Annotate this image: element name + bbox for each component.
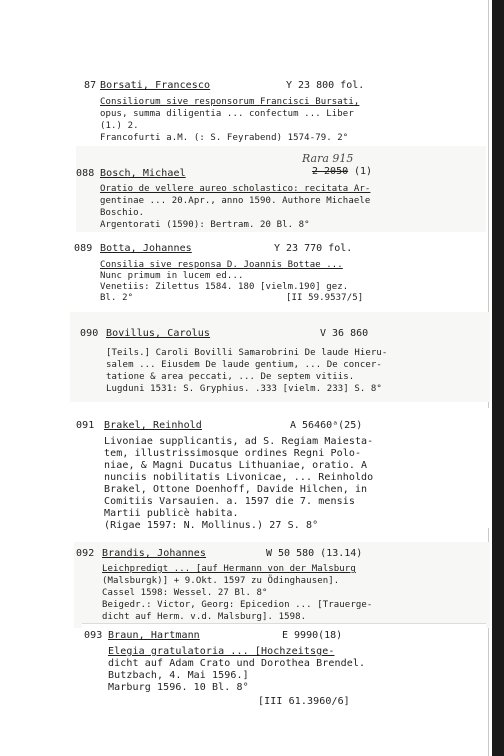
shelfmark: Y 23 770 fol. [274,243,353,254]
card-line: Brakel, Ottone Doenhoff, Davide Hilchen, in [104,484,368,495]
struck-shelfmark: 2 2050 [312,166,349,177]
shelfmark: A 56460ᵃ(25) [290,420,363,431]
card-line: salem ... Eiusdem De laude gentium, ... De concer- [106,360,382,370]
card-line: Leichpredigt ... [auf Hermann von der Malsburg [102,564,356,574]
card-line: Bl. 2° [100,293,134,303]
card-line: Boschio. [100,208,145,218]
card-line: dicht auf Adam Crato und Dorothea Brendel. [108,658,366,669]
card-line: tatione & area peccati, ... De septem vitiis. [106,372,355,382]
card-number: 090 [80,328,99,339]
card-heading: Bosch, Michael [100,168,186,179]
card-number: 092 [76,548,95,559]
card-line: Comitiis Varsauien. a. 1597 die 7. mensis [104,496,355,507]
shelfmark: E 9990(18) [282,630,343,641]
card-line: dicht auf Herm. v.d. Malsburg]. 1598. [102,612,307,622]
catalog-card-093 [82,624,486,720]
shelfmark: V 36 860 [320,328,369,339]
card-heading: Brakel, Reinhold [104,420,202,431]
card-line: tem, illustrissimosque ordines Regni Polo- [104,448,362,459]
catalog-card-091 [76,408,490,531]
handwritten-shelfmark: Rara 915 [302,152,354,165]
secondary-shelfmark: [II 59.9537/5] [286,293,364,303]
card-line: Venetiis: Zilettus 1584. 180 [vielm.190] gez. [100,282,349,292]
card-line: Argentorati (1590): Bertram. 20 Bl. 8° [100,220,310,230]
card-line: Elegia gratulatoria ... [Hochzeitsge- [108,646,335,657]
card-line: Nunc primum in lucem ed... [100,271,244,281]
card-line: (Rigae 1597: N. Mollinus.) 27 S. 8° [104,520,319,531]
card-line: niae, & Magni Ducatus Lithuaniae, oratio. A [104,460,368,471]
catalog-card-090 [70,312,490,402]
card-number: 093 [84,630,103,641]
shelfmark: Y 23 800 fol. [286,80,365,91]
card-heading: Borsati, Francesco [100,80,211,91]
card-line: Beigedr.: Victor, Georg: Epicedion ... [Trauerge- [102,600,373,610]
catalog-card-087 [80,72,480,144]
catalog-card-092 [74,542,490,628]
catalog-card-089 [74,236,484,308]
card-line: Livoniae supplicantis, ad S. Regiam Maiesta- [104,436,374,447]
card-line: nunciis nobilitatis Livonicae, ... Reinholdo [104,472,374,483]
card-line: Marburg 1596. 10 Bl. 8° [108,682,249,693]
card-line: gentinae ... 20.Apr., anno 1590. Authore Michaele [100,196,371,206]
card-line: Lugduni 1531: S. Gryphius. .333 [vielm. 233] S. 8° [106,384,382,394]
card-line: Martii publicè habita. [104,508,239,519]
card-heading: Bovillus, Carolus [106,328,211,339]
card-number: 088 [76,168,95,179]
card-line: Cassel 1598: Wessel. 27 Bl. 8° [102,588,268,598]
scan-border [492,0,504,756]
card-number: 87 [84,80,97,91]
secondary-shelfmark: [III 61.3960/6] [258,696,350,707]
card-heading: Brandis, Johannes [102,548,207,559]
card-line: opus, summa diligentia ... confectum ... Liber [100,109,354,119]
card-line: Consilia sive responsa D. Joannis Bottae ... [100,260,343,270]
card-line: (Malsburgk)] + 9.Okt. 1597 zu Ödinghausen]. [102,576,340,586]
catalog-card-088 [76,146,486,232]
card-line: Francofurti a.M. (: S. Feyrabend) 1574-79. 2° [100,133,349,143]
card-heading: Botta, Johannes [100,243,192,254]
shelfmark: (1) [354,166,373,177]
card-heading: Braun, Hartmann [108,630,200,641]
card-line: Oratio de vellere aureo scholastico: recitata Ar- [100,184,371,194]
card-line: Consiliorum sive responsorum Francisci Bursati, [100,97,360,107]
shelfmark: W 50 580 (13.14) [266,548,363,559]
card-line: (1.) 2. [100,121,139,131]
card-line: [Teils.] Caroli Bovilli Samarobrini De laude Hieru- [106,348,388,358]
card-number: 089 [74,243,93,254]
card-line: Butzbach, 4. Mai 1596.] [108,670,249,681]
card-number: 091 [76,420,95,431]
